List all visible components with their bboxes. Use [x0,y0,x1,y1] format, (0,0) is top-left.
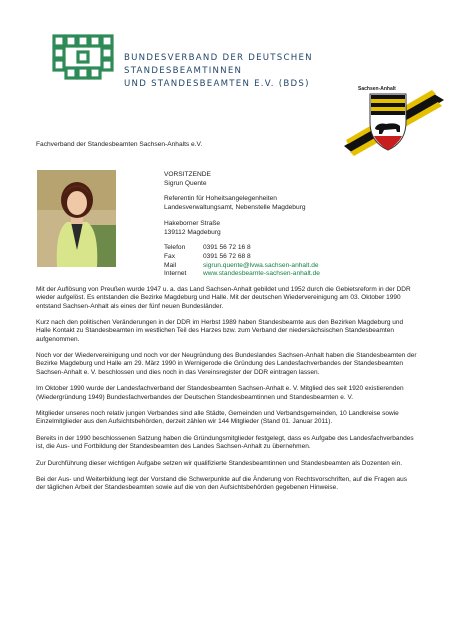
paragraph: Im Oktober 1990 wurde der Landesfachverband der Standesbeamten Sachsen-Anhalt e. V. Mitglied des seit 1920 existierenden (Wiedergründung 1949) Bundesfachverbandes der Deutschen Standesbeamtinnen und Standesbeamten e. V. [36,385,404,401]
fax-row [164,253,320,262]
mail-label: Mail [164,261,177,269]
body-text [36,286,418,501]
paragraph: Bereits in der 1990 beschlossenen Satzung haben die Gründungsmitglieder festgelegt, dass es Aufgabe des Landesfachverbandes ist, die Aus- und Fortbildung der Standesbeamten des Landes Sachsen-Anhalt zu übernehmen. [36,434,414,451]
telefon-value: 0391 56 72 16 8 [203,244,251,252]
telefon-label: Telefon [164,244,186,252]
telefon-row [164,244,320,253]
org-name-line2: UND STANDESBEAMTEN E.V. (BDS) [124,79,310,89]
mail-row [164,262,320,271]
contact-role: VORSITZENDE [164,171,211,178]
org-name-line1: BUNDESVERBAND DER DEUTSCHEN STANDESBEAMTINNEN [124,53,313,76]
fachverband-title: Fachverband der Standesbeamten Sachsen-Anhalts e.V. [36,141,203,148]
paragraph: Bei der Aus- und Weiterbildung legt der Vorstand die Schwerpunkte auf die Änderung von Rechtsvorschriften, auf die Fragen aus der täglichen Arbeit der Standesbeamten sowie auf die von den Aufsichtsbehörden gegebenen Hinweise. [36,476,407,492]
paragraph: Kurz nach den politischen Veränderungen in der DDR im Herbst 1989 haben Standesbeamte aus den Bezirken Magdeburg und Halle Kontakt zu Standesbeamten im westlichen Teil des Harzes bzw. zum Verband der niedersächsischen Standesbeamten aufgenommen. [36,319,404,343]
contact-street: Hakeborner Straße [164,219,221,227]
contact-name: Sigrun Quente [164,179,207,187]
bds-logo-icon [50,32,116,82]
mail-link[interactable]: sigrun.quente@lvwa.sachsen-anhalt.de [203,261,319,269]
internet-row [164,270,320,279]
internet-link[interactable]: www.standesbeamte-sachsen-anhalt.de [203,270,320,278]
internet-label: Internet [164,270,187,278]
paragraph: Zur Durchführung dieser wichtigen Aufgabe setzen wir qualifizierte Standesbeamtinnen und Standesbeamten als Dozenten ein. [36,459,403,467]
paragraph: Noch vor der Wiedervereinigung und noch vor der Neugründung des Bundeslandes Sachsen-Anhalt haben die Standesbeamten der Bezirke Magdeburg und Halle am 29. März 1990 in Wernigerode die Gründung des Landesfachverbandes der Standesbeamten Sachsen-Anhalt e. V. beschlossen und dies noch in das Vereinsregister der DDR eintragen lassen. [36,352,417,376]
contact-office: Landesverwaltungsamt, Nebenstelle Magdeburg [164,204,306,212]
contact-block [164,171,320,279]
crest-label: Sachsen-Anhalt [358,86,396,92]
paragraph: Mit der Auflösung von Preußen wurde 1947 u. a. das Land Sachsen-Anhalt gebildet und 1952 durch die Gebietsreform in der DDR wieder aufgelöst. Es entstanden die Bezirke Magdeburg und Halle. Mit der deutschen Wiedervereinigung am 03. Oktober 1990 entstand Sachsen-Anhalt als eines der fünf neuen Bundesländer. [36,286,411,310]
fax-label: Fax [164,252,175,260]
contact-city: 139112 Magdeburg [164,228,221,236]
fax-value: 0391 56 72 68 8 [203,252,251,260]
paragraph: Mitglieder unseres noch relativ jungen Verbandes sind alle Städte, Gemeinden und Verbandsgemeinden, 10 Landkreise sowie Einzelmitglieder aus den Aufsichtsbehörden, derzeit zählen wir 144 Mitglieder (Stand 01. Januar 2011). [36,410,399,426]
contact-position: Referentin für Hoheitsangelegenheiten [164,195,277,203]
sachsen-anhalt-crest-icon [344,80,444,160]
portrait-photo [37,170,116,267]
